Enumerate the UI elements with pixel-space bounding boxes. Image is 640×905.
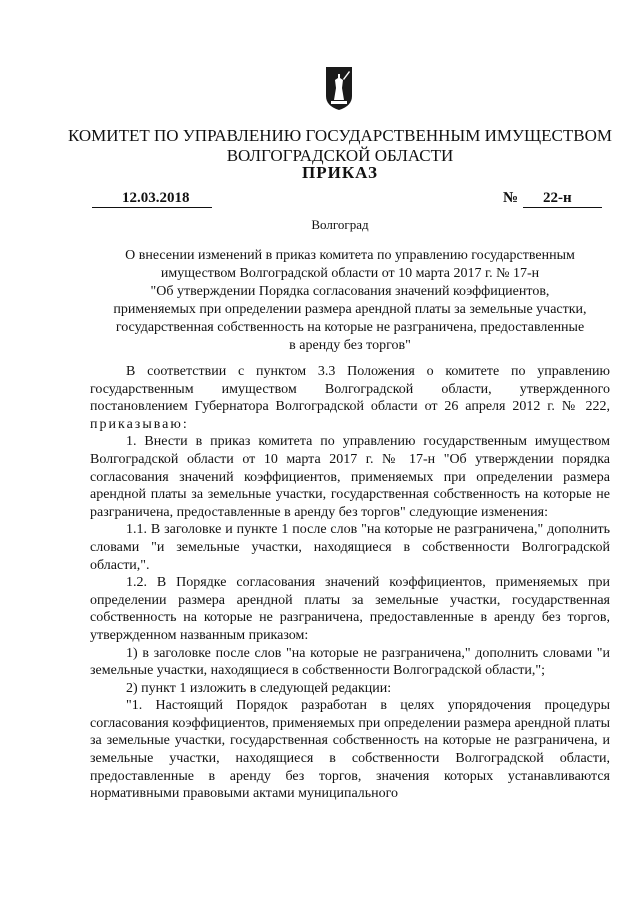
org-line-2: ВОЛГОГРАДСКОЙ ОБЛАСТИ	[226, 146, 454, 165]
subject-line: государственная собственность на которые не разграничена, предоставленные	[115, 320, 585, 335]
subject-line: применяемых при определении размера арендной платы за земельные участки,	[113, 302, 587, 317]
city-name: Волгоград	[311, 217, 369, 232]
paragraph: 1.1. В заголовке и пункте 1 после слов "на которые не разграничена," дополнить словами "и земельные участки, находящиеся в собственности Волгоградской области,".	[90, 522, 610, 573]
paragraph: 1.2. В Порядке согласования значений коэффициентов, применяемых при определении размера арендной платы за земельные участки, государственная собственность на которые не разграничена, предоставленные в аренду без торгов, утвержденном названным приказом:	[90, 575, 610, 643]
preamble-end: :	[182, 416, 187, 432]
order-word: приказываю	[90, 416, 183, 432]
document-type: ПРИКАЗ	[302, 163, 378, 182]
document-subject	[90, 247, 610, 355]
paragraph: 1. Внести в приказ комитета по управлению государственным имуществом Волгоградской области от 10 марта 2017 г. № 17-н "Об утверждении порядка согласования значений коэффициентов, применяемых при определении размера арендной платы за земельные участки, государственная собственность на которые не разграничена, предоставленные в аренду без торгов" следующие изменения:	[90, 434, 610, 520]
coat-of-arms-icon	[325, 66, 353, 111]
document-number: 22-н	[523, 190, 602, 208]
org-line-1: КОМИТЕТ ПО УПРАВЛЕНИЮ ГОСУДАРСТВЕННЫМ ИМУЩЕСТВОМ	[67, 126, 612, 145]
subject-line: в аренду без торгов"	[289, 338, 411, 353]
paragraph: "1. Настоящий Порядок разработан в целях упорядочения процедуры согласования коэффициентов, применяемых при определении размера арендной платы за земельные участки, государственная собственность на которые не разграничена, и земельные участки, находящиеся в собственности Волгоградской области, предоставленные в аренду без торгов, значения которых устанавливаются нормативными правовыми актами муниципального	[90, 698, 610, 802]
paragraph-preamble	[90, 363, 610, 433]
organization-name	[60, 126, 620, 166]
document-date: 12.03.2018	[92, 190, 212, 208]
subject-line: О внесении изменений в приказ комитета по управлению государственным	[125, 248, 575, 263]
document-body	[90, 363, 610, 803]
subject-line: "Об утверждении Порядка согласования значений коэффициентов,	[150, 284, 550, 299]
preamble-text: В соответствии с пунктом 3.3 Положения о комитете по управлению государственным имуществом Волгоградской области, утвержденного постановлением Губернатора Волгоградской области от 26 апреля 2012 г. № 222,	[90, 364, 610, 415]
paragraph: 1) в заголовке после слов "на которые не разграничена," дополнить словами "и земельные участки, находящиеся в собственности Волгоградской области,";	[90, 645, 610, 679]
paragraph: 2) пункт 1 изложить в следующей редакции:	[126, 680, 392, 696]
number-label: №	[503, 190, 519, 206]
subject-line: имуществом Волгоградской области от 10 марта 2017 г. № 17-н	[160, 266, 540, 281]
